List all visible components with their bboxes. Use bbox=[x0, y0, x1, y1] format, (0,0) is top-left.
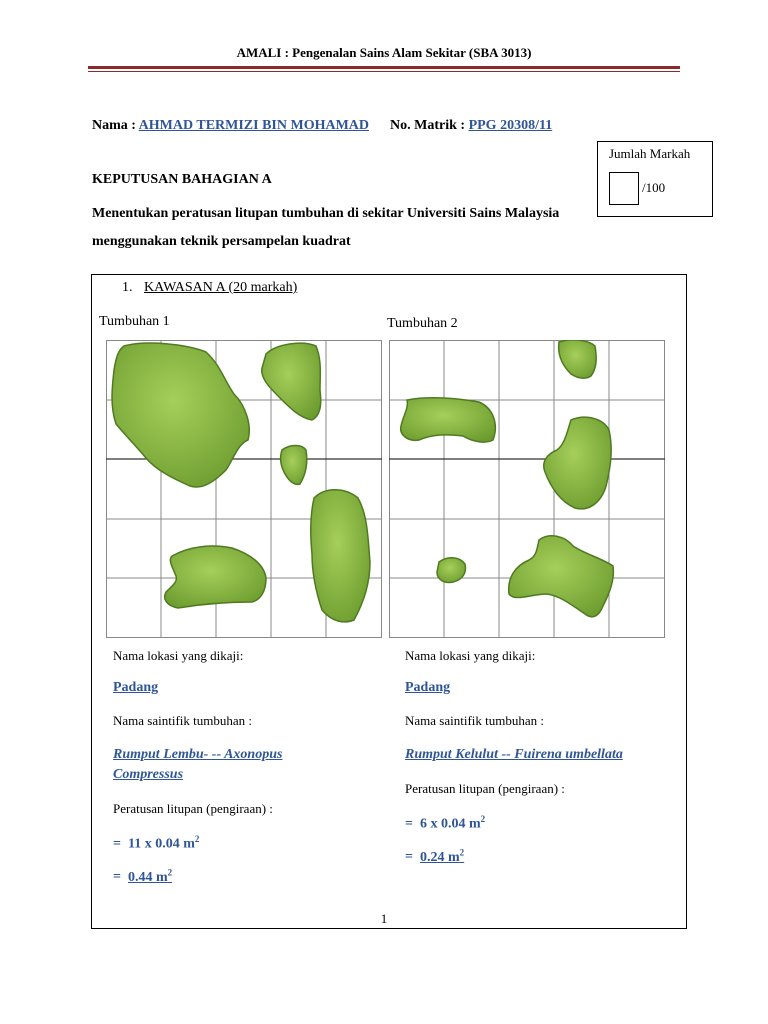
plant1-result-value bbox=[127, 867, 173, 885]
plant2-result-sup: 2 bbox=[459, 847, 465, 857]
plant1-result-text: 0.44 m bbox=[127, 869, 168, 885]
plant1-sci-label: Nama saintifik tumbuhan : bbox=[113, 713, 253, 728]
plant1-result-sup: 2 bbox=[167, 867, 173, 877]
plant1-calc-eq: = bbox=[113, 836, 121, 852]
page-number: 1 bbox=[380, 911, 388, 926]
score-max: /100 bbox=[642, 180, 666, 195]
plant2-calc-value: 6 x 0.04 m bbox=[419, 816, 481, 832]
plant1-title: Tumbuhan 1 bbox=[99, 314, 170, 329]
plant2-result-value bbox=[419, 847, 465, 865]
plant2-title: Tumbuhan 2 bbox=[387, 316, 458, 331]
name-label: Nama : bbox=[92, 118, 136, 133]
plant2-calc-sup: 2 bbox=[480, 814, 486, 824]
plant2-quadrat-grid bbox=[389, 340, 665, 638]
section-heading bbox=[122, 280, 297, 296]
score-input-box[interactable] bbox=[609, 172, 639, 205]
plant2-location-value: Padang bbox=[405, 680, 451, 695]
matric-label: No. Matrik : bbox=[390, 118, 466, 133]
plant2-calc bbox=[405, 814, 485, 833]
plant1-result bbox=[113, 867, 172, 886]
decision-heading: KEPUTUSAN BAHAGIAN A bbox=[92, 172, 272, 187]
plant-patch bbox=[437, 558, 466, 583]
plant1-quadrat-grid bbox=[106, 340, 382, 638]
score-label: Jumlah Markah bbox=[609, 146, 691, 161]
page-header-title: AMALI : Pengenalan Sains Alam Sekitar (SBA 3013) bbox=[236, 45, 532, 60]
decision-subtitle: Menentukan peratusan litupan tumbuhan di sekitar Universiti Sains Malaysia menggunakan teknik persampelan kuadrat bbox=[92, 206, 560, 249]
plant1-location-label: Nama lokasi yang dikaji: bbox=[113, 648, 244, 663]
plant2-pct-label: Peratusan litupan (pengiraan) : bbox=[405, 781, 565, 796]
plant1-result-eq: = bbox=[113, 869, 121, 885]
plant1-calc bbox=[113, 834, 199, 853]
header-rule-thin bbox=[88, 71, 680, 72]
plant1-calc-sup: 2 bbox=[194, 834, 200, 844]
plant1-sci-value-line1: Rumput Lembu- -- Axonopus bbox=[113, 747, 283, 762]
plant1-location-value: Padang bbox=[113, 680, 159, 695]
plant1-calc-value: 11 x 0.04 m bbox=[127, 836, 195, 852]
plant2-calc-eq: = bbox=[405, 816, 413, 832]
plant2-result-eq: = bbox=[405, 849, 413, 865]
plant1-pct-label: Peratusan litupan (pengiraan) : bbox=[113, 801, 273, 816]
plant2-sci-value: Rumput Kelulut -- Fuirena umbellata bbox=[405, 747, 623, 762]
name-value: AHMAD TERMIZI BIN MOHAMAD bbox=[138, 118, 370, 133]
plant-patch bbox=[401, 398, 496, 442]
plant2-location-label: Nama lokasi yang dikaji: bbox=[405, 648, 536, 663]
plant1-sci-value-line2: Compressus bbox=[113, 767, 184, 782]
section-label: KAWASAN A (20 markah) bbox=[144, 280, 298, 295]
header-rule-thick bbox=[88, 66, 680, 69]
plant2-result bbox=[405, 847, 464, 866]
plant2-result-text: 0.24 m bbox=[419, 849, 460, 865]
student-info-row bbox=[92, 118, 552, 134]
section-number: 1. bbox=[122, 280, 133, 295]
plant2-sci-label: Nama saintifik tumbuhan : bbox=[405, 713, 545, 728]
plant-patch bbox=[311, 490, 370, 622]
matric-value: PPG 20308/11 bbox=[468, 118, 553, 133]
